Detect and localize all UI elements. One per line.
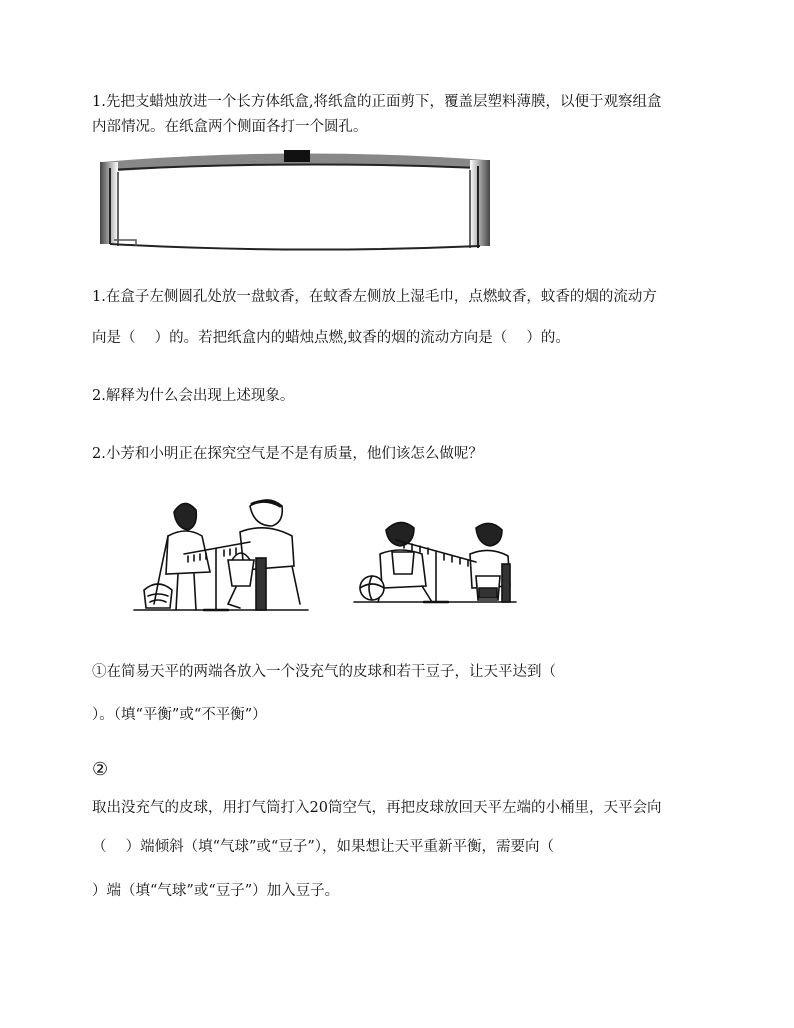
kids-balance-illustration-left — [132, 492, 310, 614]
q2-step1-line2: ）。（填“平衡”或“不平衡”） — [92, 707, 267, 723]
q2-step1-line1: ①在简易天平的两端各放入一个没充气的皮球和若干豆子，让天平达到（ — [92, 664, 556, 680]
q1-sub2: 2.解释为什么会出现上述现象。 — [92, 388, 295, 404]
kids-balance-illustration-right — [352, 514, 520, 606]
q2-intro: 2.小芳和小明正在探究空气是不是有质量，他们该怎么做呢？ — [92, 446, 483, 462]
q2-step2-line2: （ ）端倾斜（填“气球”或“豆子”），如果想让天平重新平衡，需要向（ — [92, 839, 555, 855]
q1-sub1-line2: 向是（ ）的。若把纸盒内的蜡烛点燃,蚊香的烟的流动方向是（ ）的。 — [92, 330, 570, 346]
paper-box-illustration — [96, 148, 492, 254]
q1-intro-line1: 1.先把支蜡烛放进一个长方体纸盒,将纸盒的正面剪下，覆盖层塑料薄膜，以便于观察组盒 — [92, 94, 662, 110]
q2-step2-line1: 取出没充气的皮球，用打气筒打入20筒空气，再把皮球放回天平左端的小桶里，天平会向 — [92, 800, 662, 816]
q1-sub1-line1: 1.在盒子左侧圆孔处放一盘蚊香，在蚊香左侧放上湿毛巾，点燃蚊香，蚊香的烟的流动方 — [92, 289, 657, 305]
q2-step2-marker: ② — [92, 759, 109, 780]
q1-intro-line2: 内部情况。在纸盒两个侧面各打一个圆孔。 — [92, 119, 368, 135]
q2-step2-line3: ）端（填“气球”或“豆子”）加入豆子。 — [92, 883, 340, 899]
